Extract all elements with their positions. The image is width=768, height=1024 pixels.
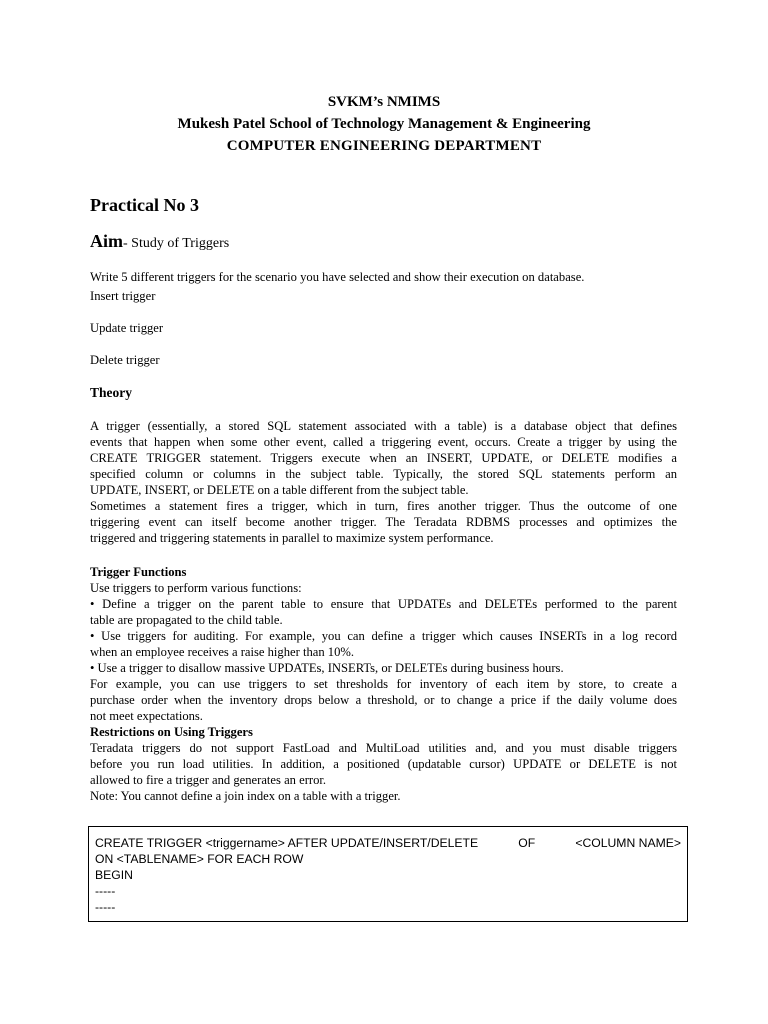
aim-label: Aim	[90, 231, 123, 251]
theory-line: specified column or columns in the subject table. Typically, the stored SQL statements perform an	[90, 467, 677, 481]
trigger-functions-line: not meet expectations.	[90, 709, 203, 723]
restrictions-note: Note: You cannot define a join index on a table with a trigger.	[90, 789, 401, 803]
restrictions-line: Teradata triggers do not support FastLoad and MultiLoad utilities and, and you must disable triggers	[90, 741, 677, 755]
restrictions-line: before you run load utilities. In addition, a positioned (updatable cursor) UPDATE or DELETE is not	[90, 757, 677, 771]
theory-line: triggered and triggering statements in parallel to maximize system performance.	[90, 531, 494, 545]
code-line: BEGIN	[95, 868, 133, 882]
theory-line: events that happen when some other event, called a triggering event, occurs. Create a trigger by using the	[90, 435, 677, 449]
aim-line	[90, 231, 229, 252]
task-instruction: Write 5 different triggers for the scenario you have selected and show their execution on database.	[90, 270, 585, 284]
practical-title: Practical No 3	[90, 195, 199, 215]
theory-line: triggering event can itself become another trigger. The Teradata RDBMS processes and optimizes the	[90, 515, 677, 529]
restrictions-line: allowed to fire a trigger and generates an error.	[90, 773, 327, 787]
trigger-functions-line: For example, you can use triggers to set thresholds for inventory of each item by store, to create a	[90, 677, 677, 691]
trigger-functions-line: • Use a trigger to disallow massive UPDATEs, INSERTs, or DELETEs during business hours.	[90, 661, 564, 675]
trigger-functions-section	[90, 564, 677, 804]
trigger-functions-line: • Define a trigger on the parent table to ensure that UPDATEs and DELETEs performed to the parent	[90, 597, 677, 611]
theory-line: Sometimes a statement fires a trigger, which in turn, fires another trigger. Thus the outcome of one	[90, 499, 677, 513]
trigger-functions-line: when an employee receives a raise higher than 10%.	[90, 645, 355, 659]
code-line: ON <TABLENAME> FOR EACH ROW	[95, 852, 304, 866]
trigger-functions-line: table are propagated to the child table.	[90, 613, 283, 627]
task-item-insert: Insert trigger	[90, 289, 156, 303]
trigger-functions-heading: Trigger Functions	[90, 565, 187, 579]
trigger-functions-line: purchase order when the inventory drops below a threshold, or to change a price if the daily volume does	[90, 693, 677, 707]
theory-line: CREATE TRIGGER statement. Triggers execute when an INSERT, UPDATE, or DELETE modifies a	[90, 451, 677, 465]
code-fragment: <COLUMN NAME>	[575, 836, 681, 850]
trigger-functions-line: • Use triggers for auditing. For example, you can define a trigger which causes INSERTs in a log record	[90, 629, 677, 643]
code-fragment: CREATE TRIGGER <triggername> AFTER UPDATE/INSERT/DELETE	[95, 836, 479, 850]
school-name: Mukesh Patel School of Technology Management & Engineering	[177, 116, 591, 132]
code-line	[95, 835, 681, 851]
theory-section	[90, 418, 677, 546]
code-fragment: OF	[518, 836, 536, 850]
code-line: -----	[95, 900, 116, 914]
restrictions-heading: Restrictions on Using Triggers	[90, 725, 253, 739]
aim-text: - Study of Triggers	[123, 236, 230, 251]
institution-name: SVKM’s NMIMS	[327, 94, 441, 110]
code-syntax-box	[88, 826, 688, 922]
task-item-update: Update trigger	[90, 321, 164, 335]
theory-line: UPDATE, INSERT, or DELETE on a table different from the subject table.	[90, 483, 469, 497]
theory-line: A trigger (essentially, a stored SQL statement associated with a table) is a database object that defines	[90, 419, 677, 433]
code-line: -----	[95, 884, 116, 898]
theory-heading: Theory	[90, 385, 132, 400]
department-name: COMPUTER ENGINEERING DEPARTMENT	[226, 138, 542, 154]
task-item-delete: Delete trigger	[90, 353, 160, 367]
trigger-functions-line: Use triggers to perform various functions:	[90, 581, 302, 595]
